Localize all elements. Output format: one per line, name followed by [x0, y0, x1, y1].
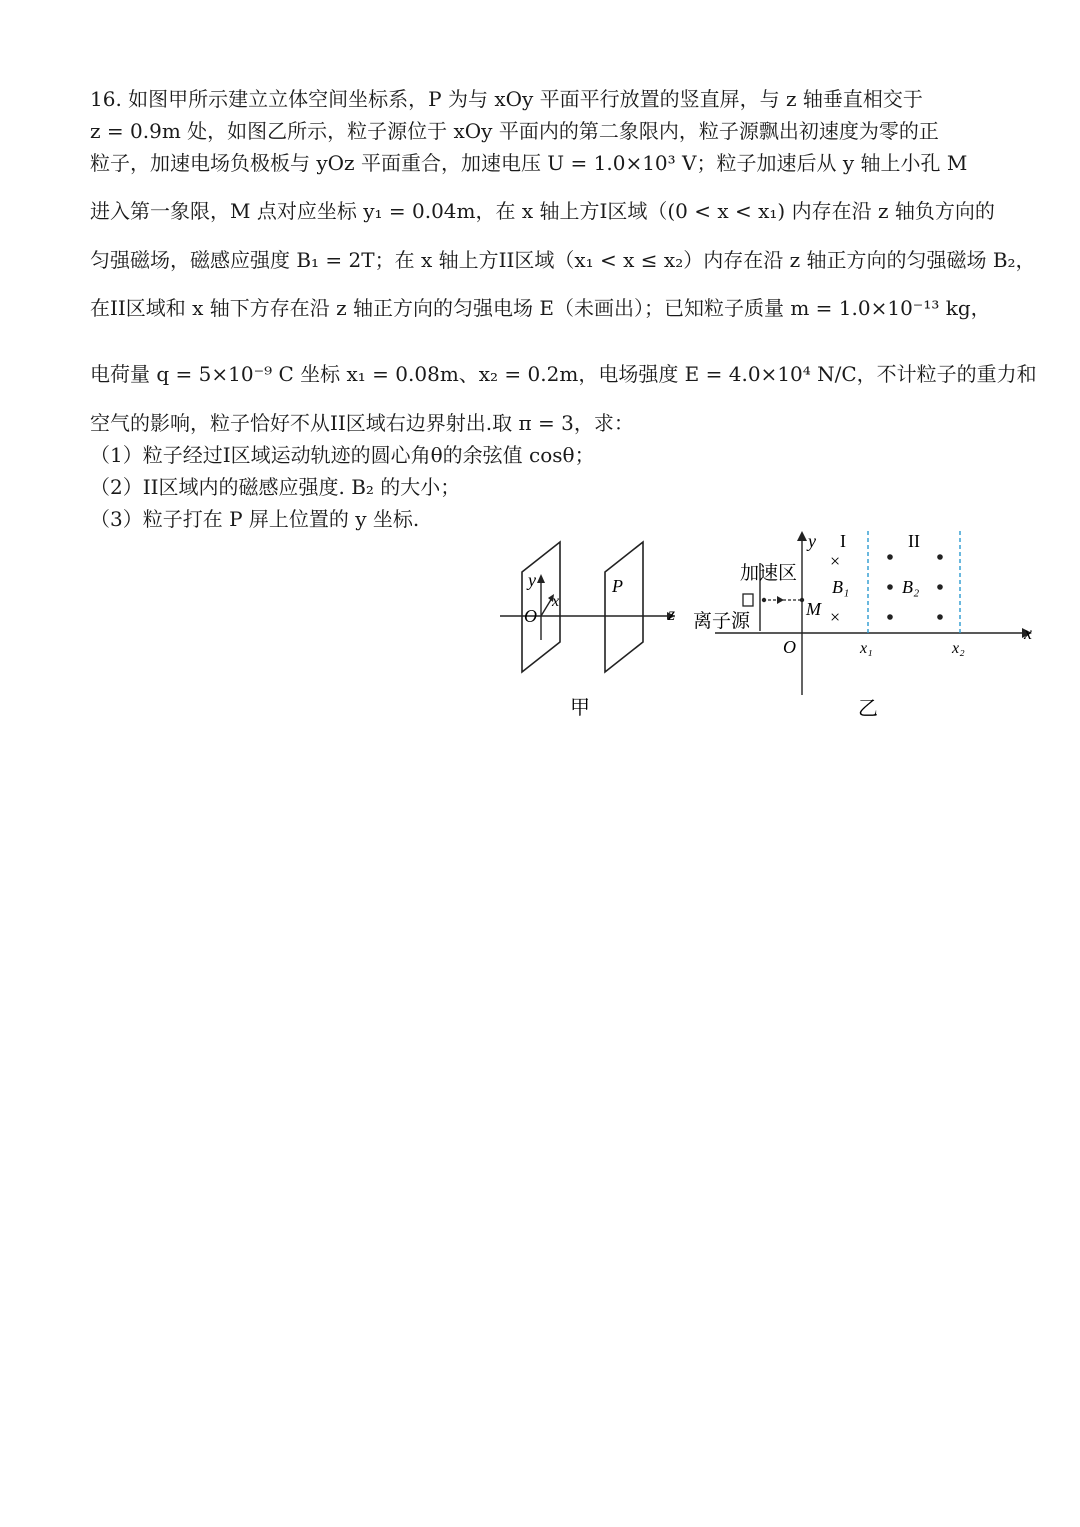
problem-line-6: 在II区域和 x 轴下方存在沿 z 轴正方向的匀强电场 E（未画出）；已知粒子质量 m = 1.0×10⁻¹³ kg，: [90, 296, 991, 320]
label-x: x: [1024, 623, 1032, 643]
cross-mark: ×: [830, 607, 841, 627]
problem-line-8: 空气的影响，粒子恰好不从II区域右边界射出.取 π = 3，求：: [90, 411, 634, 435]
path-arrow: [777, 596, 784, 604]
field-dot: [887, 554, 893, 560]
label-o: O: [524, 606, 537, 626]
screen-p: [605, 542, 643, 672]
label-source: 离子源: [693, 611, 751, 632]
field-dot: [937, 554, 943, 560]
label-o: O: [783, 637, 796, 657]
figure-jia: [490, 530, 700, 730]
label-x2: x₂: [952, 640, 965, 657]
label-p: P: [612, 576, 623, 596]
cross-mark: ×: [830, 551, 841, 571]
field-dot: [937, 614, 943, 620]
problem-line-4: 进入第一象限，M 点对应坐标 y₁ = 0.04m，在 x 轴上方I区域（(0 < x < x₁) 内存在沿 z 轴负方向的: [90, 199, 995, 223]
ion-source-box: [743, 594, 753, 606]
y-axis-arrow: [797, 531, 807, 541]
label-y: y: [808, 531, 816, 551]
question-1: （1）粒子经过I区域运动轨迹的圆心角θ的余弦值 cosθ；: [90, 443, 595, 467]
caption-yi: 乙: [858, 698, 878, 720]
point-m: [800, 598, 804, 602]
label-x: x: [552, 593, 560, 610]
problem-line-5: 匀强磁场，磁感应强度 B₁ = 2T；在 x 轴上方II区域（x₁ < x ≤ x₂）内存在沿 z 轴正方向的匀强磁场 B₂，: [90, 248, 1036, 272]
label-region-2: II: [908, 531, 920, 551]
source-dot: [762, 598, 766, 602]
field-dot: [887, 584, 893, 590]
problem-line-3: 粒子，加速电场负极板与 yOz 平面重合，加速电压 U = 1.0×10³ V；粒子加速后从 y 轴上小孔 M: [90, 151, 968, 175]
problem-line-1: 16. 如图甲所示建立立体空间坐标系，P 为与 xOy 平面平行放置的竖直屏，与 z 轴垂直相交于: [90, 87, 923, 111]
problem-line-2: z = 0.9m 处，如图乙所示，粒子源位于 xOy 平面内的第二象限内，粒子源飘出初速度为零的正: [90, 119, 939, 143]
x-axis: [541, 598, 552, 616]
label-region-1: I: [840, 531, 846, 551]
field-dot: [937, 584, 943, 590]
label-m: M: [806, 599, 821, 619]
label-z: z: [668, 604, 676, 624]
label-b2: B₂: [902, 577, 920, 597]
label-b1: B₁: [832, 577, 850, 597]
label-x1: x₁: [860, 640, 873, 657]
label-accel: 加速区: [740, 563, 798, 584]
label-y: y: [528, 570, 536, 590]
y-axis-arrow: [537, 574, 545, 583]
caption-jia: 甲: [570, 697, 590, 719]
figure-yi: [690, 525, 1045, 730]
question-2: （2）II区域内的磁感应强度. B₂ 的大小；: [90, 475, 461, 499]
field-dot: [887, 614, 893, 620]
problem-line-7: 电荷量 q = 5×10⁻⁹ C 坐标 x₁ = 0.08m、x₂ = 0.2m，电场强度 E = 4.0×10⁴ N/C，不计粒子的重力和: [90, 362, 1037, 386]
question-3: （3）粒子打在 P 屏上位置的 y 坐标.: [90, 507, 420, 531]
